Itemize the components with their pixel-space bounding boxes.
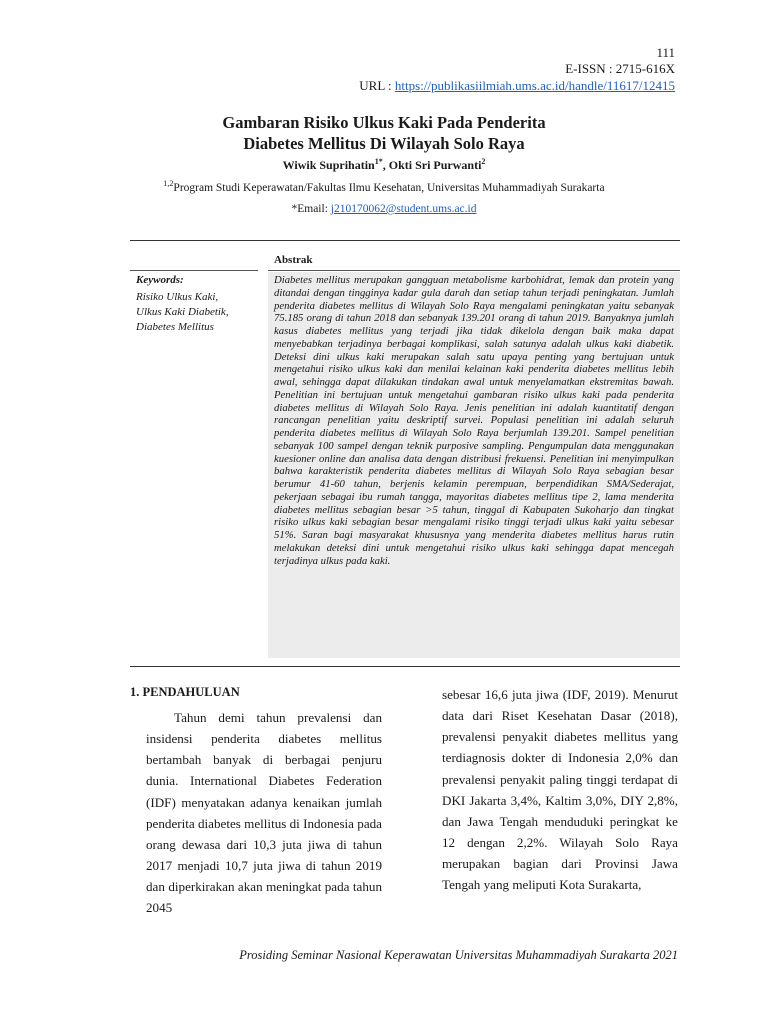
abstract-body: Diabetes mellitus merupakan gangguan metabolisme karbohidrat, lemak dan protein yang ditandai dengan tingginya kadar gula darah dan setiap tahun terjadi peningkatan. Jumlah penderita diabetes mellitus di Wilayah Solo Raya mengalami peningkatan yaitu sebanyak 75.185 orang di tahun 2018 dan sebanyak 139.201 orang di tahun 2019. Banyaknya jumlah kasus diabetes mellitus yang terjadi jika tidak dikelola dengan baik maka dapat menyebabkan terjadinya berbagai komplikasi, salah satunya adalah ulkus kaki diabetik. Deteksi dini ulkus kaki merupakan salah satu upaya penting yang bertujuan untuk mengetahui risiko ulkus kaki dan menilai kelainan kaki penderita diabetes mellitus lebih awal, sehingga dapat dilakukan tindakan awal untuk menyelamatkan ekstremitas bawah. Penelitian ini bertujuan untuk mengetahui gambaran risiko ulkus kaki pada penderita diabetes mellitus di Wilayah Solo Raya. Jenis penelitian ini adalah kuantitatif dengan rancangan penelitian yaitu deskriptif survei. Populasi penelitian ini adalah seluruh penderita diabetes mellitus di Wilayah Solo Raya berjumlah 139.201. Sampel penelitian sebanyak 100 sampel dengan teknik purposive sampling. Pengumpulan data menggunakan kuesioner online dan analisa data dengan distribusi frekuensi. Penelitian ini menyimpulkan bahwa karakteristik penderita diabetes mellitus di Wilayah Solo Raya sebagian besar berumur 41-60 tahun, berjenis kelamin perempuan, berpendidikan SMA/Sederajat, pekerjaan sebagai ibu rumah tangga, mayoritas diabetes mellitus tipe 2, lama menderita diabetes mellitus sebagian besar >5 tahun, tinggal di Kabupaten Sukoharjo dan tingkat risiko ulkus kaki sebagian besar mengalami risiko tinggi terjadi ulkus kaki yaitu sebesar 51%. Saran bagi masyarakat khususnya yang menderita diabetes mellitus harus rutin melakukan deteksi dini untuk mengetahui risiko ulkus kaki sehingga dapat mencegah terjadinya ulkus pada kaki. (268, 272, 680, 658)
author-separator: , (382, 158, 389, 172)
abstract-heading: Abstrak (274, 254, 313, 266)
url-link[interactable]: https://publikasiilmiah.ums.ac.id/handle/11617/12415 (394, 78, 675, 93)
abstract-bottom-rule (130, 666, 680, 667)
eissn-label: E-ISSN : 2715-616X (565, 61, 675, 76)
page-number: 111 (656, 45, 675, 60)
keywords-list (136, 290, 261, 335)
section-heading-pendahuluan: 1. PENDAHULUAN (130, 685, 240, 699)
author-1: Wiwik Suprihatin (282, 158, 375, 172)
affiliation (0, 179, 768, 194)
url-line (359, 78, 675, 94)
body-text-left-column: Tahun demi tahun prevalensi dan insidensi penderita diabetes mellitus bertambah banyak di berbagai penjuru dunia. International Diabetes Federation (IDF) menyatakan adanya kenaikan jumlah penderita diabetes mellitus di Indonesia pada orang dewasa dari 10,3 juta jiwa di tahun 2017 menjadi 10,7 juta jiwa di tahun 2019 dan diperkirakan akan meningkat pada tahun 2045 (146, 710, 382, 916)
keywords-heading: Keywords: (136, 274, 184, 286)
email-label: *Email: (291, 203, 331, 215)
abstract-top-rule (130, 240, 680, 241)
author-2-sup: 2 (481, 157, 486, 166)
keyword-item: Diabetes Mellitus (136, 321, 214, 333)
paper-title-line-2: Diabetes Mellitus Di Wilayah Solo Raya (243, 134, 525, 153)
keyword-item: Ulkus Kaki Diabetik, (136, 306, 229, 318)
affiliation-text: Program Studi Keperawatan/Fakultas Ilmu Kesehatan, Universitas Muhammadiyah Surakarta (173, 181, 605, 194)
keywords-rule (130, 270, 258, 271)
url-label: URL : (359, 78, 395, 93)
author-1-sup: 1* (374, 157, 383, 166)
abstract-heading-rule (268, 270, 680, 271)
email-link[interactable]: j210170062@student.ums.ac.id (330, 203, 477, 215)
body-text-right-column: sebesar 16,6 juta jiwa (IDF, 2019). Menurut data dari Riset Kesehatan Dasar (2018), prevalensi penyakit diabetes mellitus yang terdiagnosis dokter di Indonesia 2,0% dan prevalensi penyakit paling tinggi terdapat di DKI Jakarta 3,4%, Kaltim 3,0%, DIY 2,8%, dan Jawa Tengah menduduki peringkat ke 12 dengan 2,2%. Wilayah Solo Raya merupakan bagian dari Provinsi Jawa Tengah yang meliputi Kota Surakarta, (442, 687, 678, 893)
email-line (0, 203, 768, 215)
keyword-item: Risiko Ulkus Kaki, (136, 291, 219, 303)
page-footer: Prosiding Seminar Nasional Keperawatan Universitas Muhammadiyah Surakarta 2021 (239, 948, 678, 962)
paper-title-line-1: Gambaran Risiko Ulkus Kaki Pada Penderita (222, 113, 546, 132)
author-list (0, 157, 768, 173)
affiliation-sup: 1,2 (163, 179, 174, 188)
author-2: Okti Sri Purwanti (388, 158, 482, 172)
